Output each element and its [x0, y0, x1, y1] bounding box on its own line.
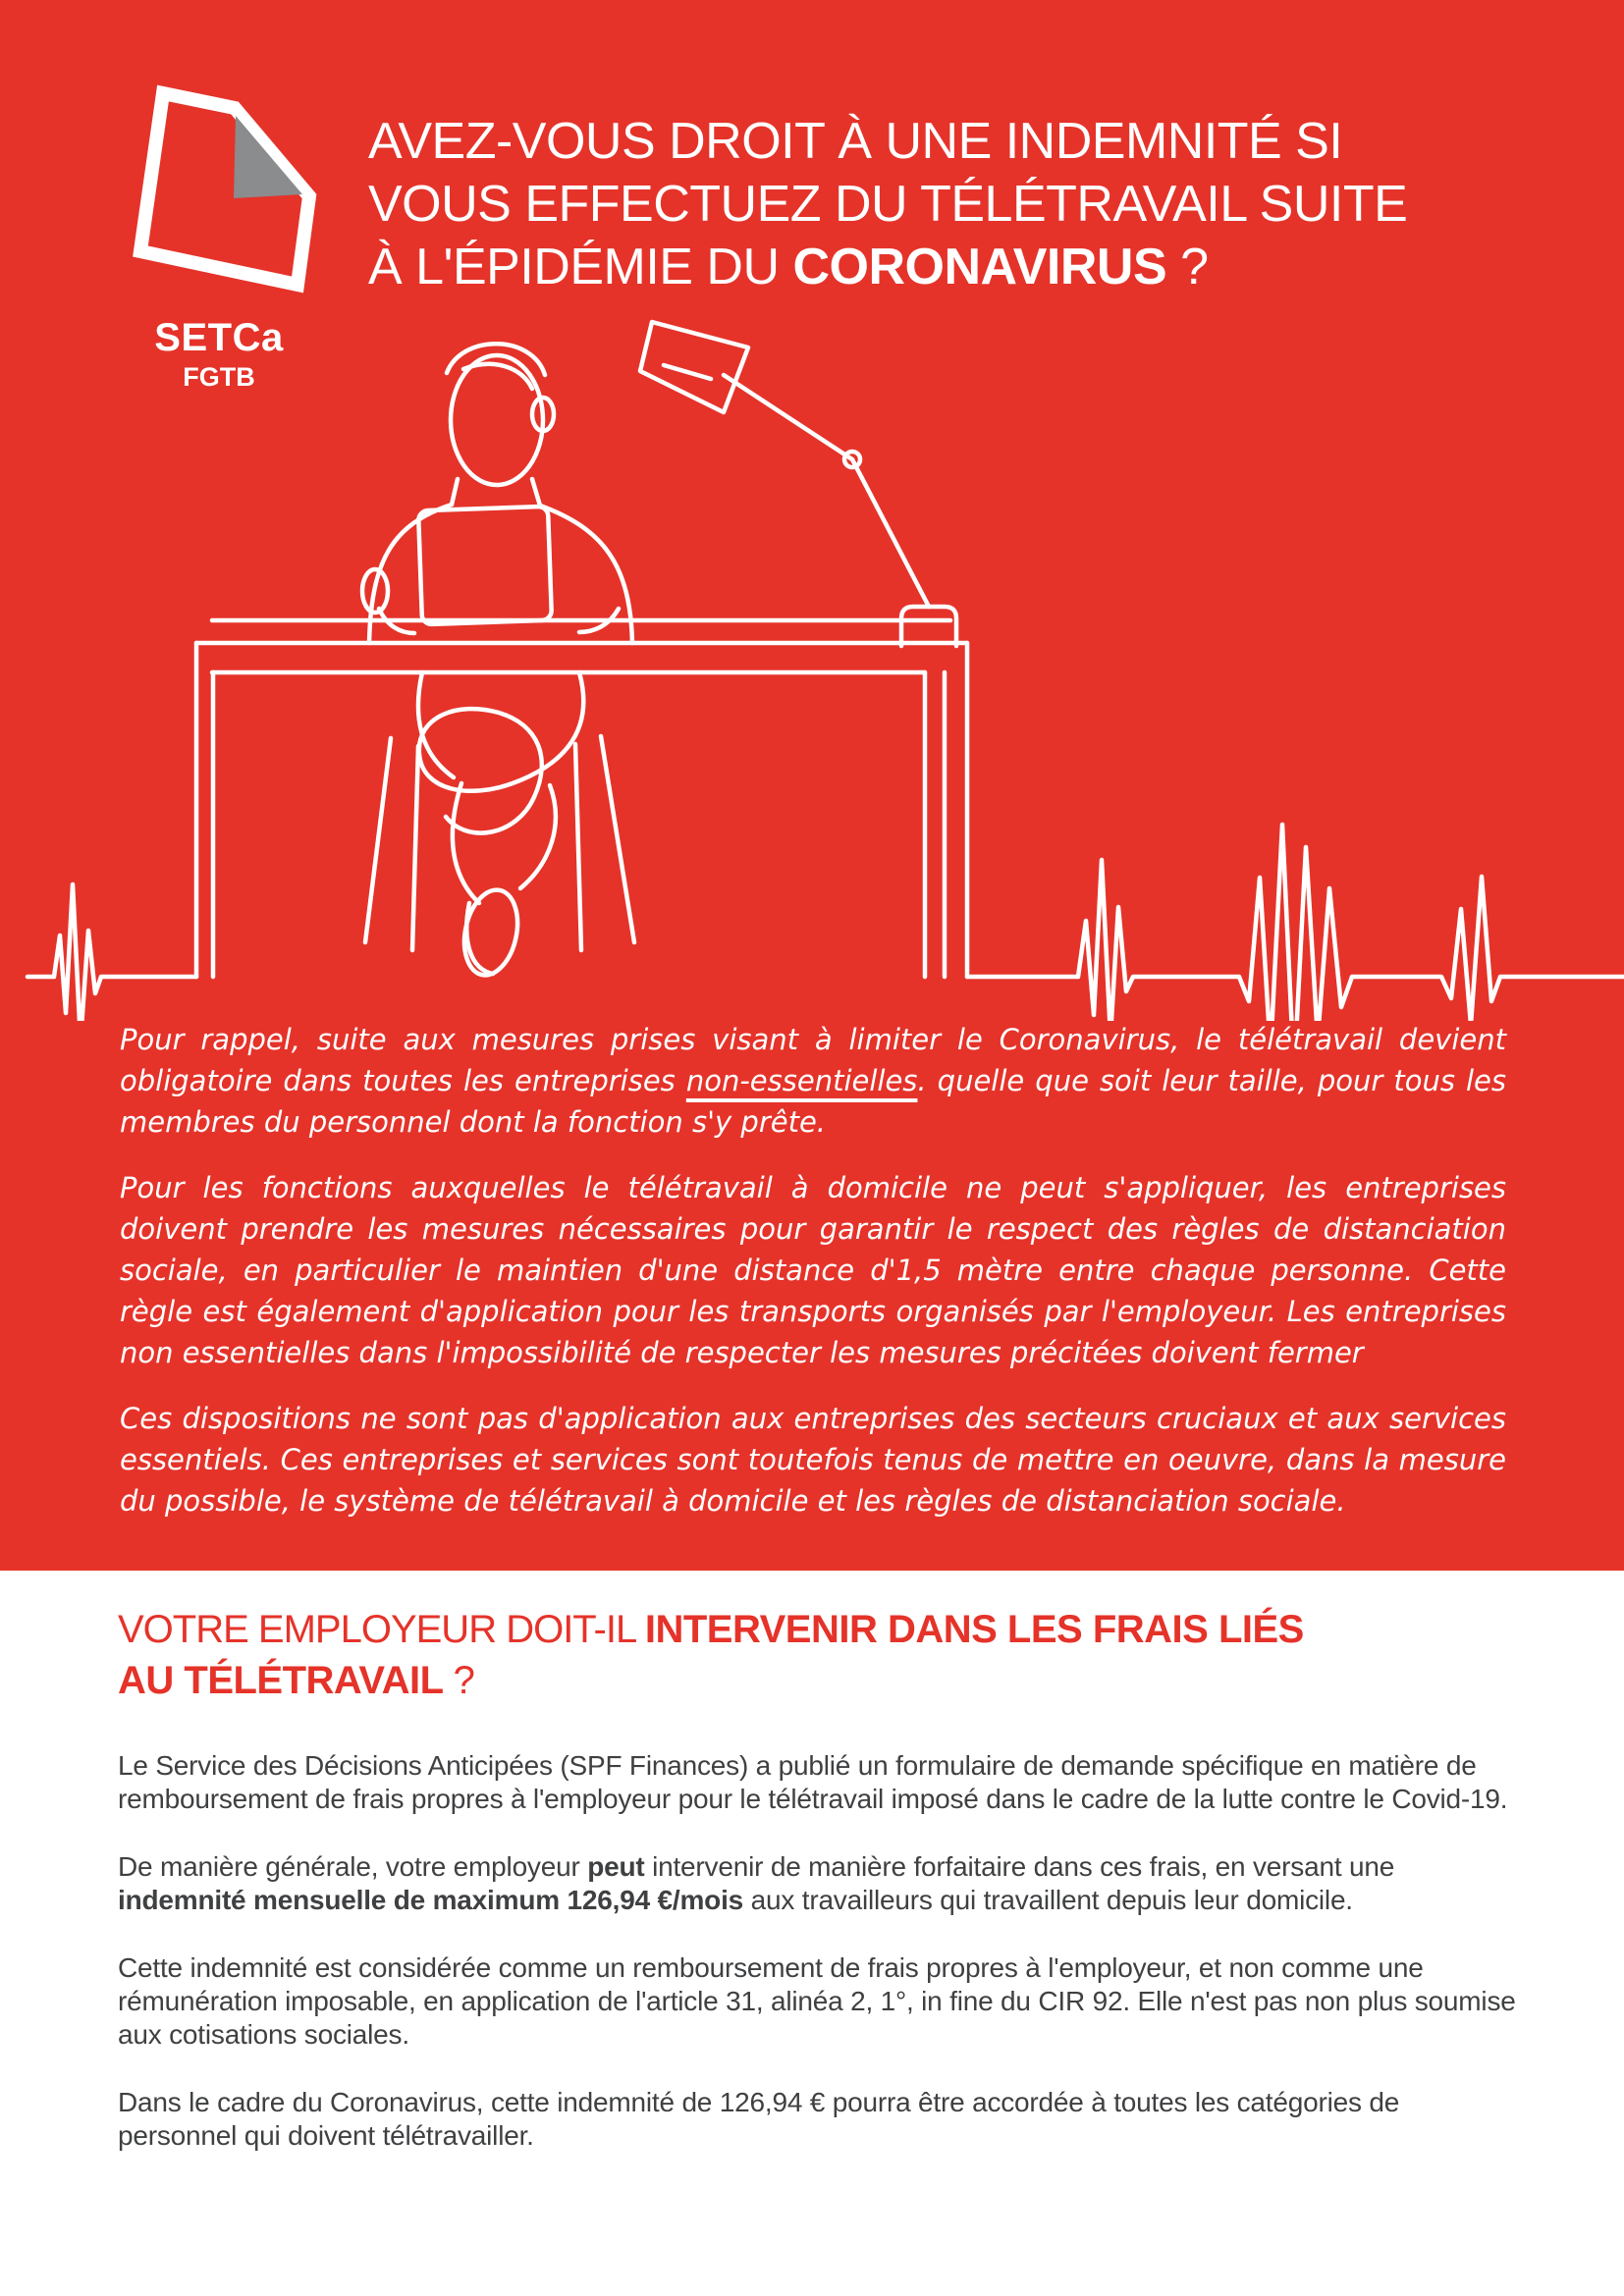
desk-right-leg [925, 643, 967, 977]
desk-top [196, 620, 967, 672]
title-coronavirus-bold: CORONAVIRUS [792, 239, 1167, 295]
body-paragraph-2: De manière générale, votre employeur peut intervenir de manière forfaitaire dans ces frais, en versant une indemnité mensuelle de maximum 126,94 €/mois aux travailleurs qui travaillent depuis leur domicile. [118, 1851, 1395, 1915]
underlined-non-essentielles: non-essentielles [685, 1064, 918, 1097]
head [451, 355, 543, 485]
heartbeat-line-right [967, 825, 1624, 1021]
intro-paragraph-3: Ces dispositions ne sont pas d'application aux entreprises des secteurs cruciaux et aux services essentiels. Ces entreprises et services sont toutefois tenus de mettre en oeuvre, dans la mesure du possible, le système de télétravail à domicile et les règles de distanciation sociale. [120, 1402, 1506, 1518]
stool-drawing [365, 736, 634, 950]
body-paragraph-4: Dans le cadre du Coronavirus, cette indemnité de 126,94 € pourra être accordée à toutes les catégories de personnel qui doivent télétravailler. [118, 2087, 1400, 2151]
person-drawing [362, 344, 632, 980]
logo-federation-name: FGTB [183, 362, 255, 392]
section-body [118, 1749, 1516, 2153]
heading-line-2: AU TÉLÉTRAVAIL ? [118, 1659, 474, 1702]
section-heading [118, 1604, 1375, 1706]
page-fold-corner [234, 116, 302, 198]
headphones-band [447, 344, 545, 375]
heartbeat-line-left [27, 884, 196, 1021]
teleworker-illustration [0, 314, 1624, 1021]
employer-costs-section [0, 1571, 1624, 2187]
crossed-legs [419, 672, 583, 833]
indemnity-amount-bold: indemnité mensuelle de maximum 126,94 €/mois [118, 1885, 744, 1915]
body-paragraph-1: Le Service des Décisions Anticipées (SPF Finances) a publié un formulaire de demande spécifique en matière de remboursement de frais propres à l'employeur pour le télétravail imposé dans le cadre de la lutte contre le Covid-19. [118, 1750, 1508, 1814]
intro-text-block [120, 1019, 1506, 1546]
intro-paragraph-2: Pour les fonctions auxquelles le télétravail à domicile ne peut s'appliquer, les entreprises doivent prendre les mesures nécessaires pour garantir le respect des règles de distanciation sociale, en particulier le maintien d'une distance d'1,5 mètre entre chaque personne. Cette règle est également d'application pour les transports organisés par l'employeur. Les entreprises non essentielles dans l'impossibilité de respecter les mesures précitées doivent fermer [120, 1171, 1506, 1369]
desk-lamp-drawing [640, 322, 956, 646]
logo-org-name: SETCa [154, 316, 284, 359]
desk-left-leg [196, 643, 213, 977]
title-line-2: VOUS EFFECTUEZ DU TÉLÉTRAVAIL SUITE [368, 176, 1408, 233]
page-title [368, 110, 1407, 298]
title-line-1: AVEZ-VOUS DROIT À UNE INDEMNITÉ SI [368, 113, 1343, 170]
folded-page-icon [116, 77, 322, 297]
legs-lines [418, 672, 556, 903]
body-paragraph-3: Cette indemnité est considérée comme un remboursement de frais propres à l'employeur, et non comme une rémunération imposable, en application de l'article 31, alinéa 2, 1°, in fine du CIR 92. Elle n'est pas non plus soumise aux cotisations sociales. [118, 1952, 1516, 2050]
laptop [418, 507, 552, 625]
intro-paragraph-1: Pour rappel, suite aux mesures prises visant à limiter le Coronavirus, le télétravail devient obligatoire dans toutes les entreprises non-essentielles. quelle que soit leur taille, pour tous les membres du personnel dont la fonction s'y prête. [120, 1023, 1507, 1139]
title-line-3: À L'ÉPIDÉMIE DU CORONAVIRUS ? [368, 239, 1209, 295]
heading-line-1: VOTRE EMPLOYEUR DOIT-IL INTERVENIR DANS LES FRAIS LIÉS [118, 1608, 1304, 1651]
